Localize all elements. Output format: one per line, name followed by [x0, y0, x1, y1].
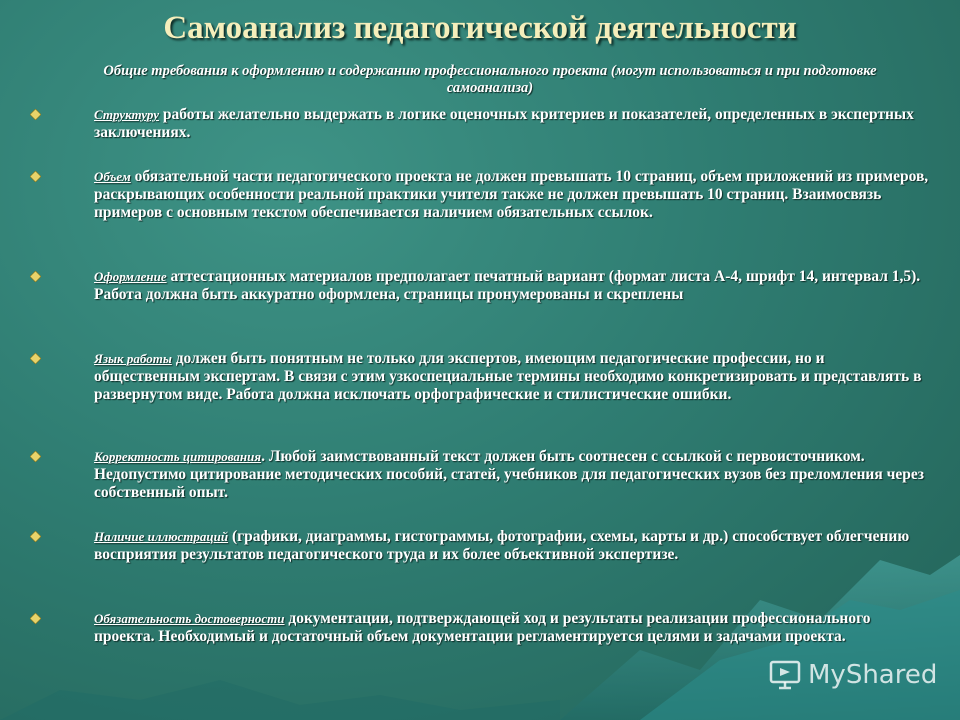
list-item-body: аттестационных материалов предполагает печатный вариант (формат листа А-4, шрифт 14, интервал 1,5). Работа должна быть аккуратно оформлена, страницы пронумерованы и скреплены [94, 268, 921, 303]
list-item-lead: Оформление [94, 269, 167, 284]
diamond-bullet-icon [30, 451, 41, 462]
slide-subtitle: Общие требования к оформлению и содержанию профессионального проекта (могут использоваться и при подготовке самоанализа) [103, 63, 877, 96]
list-item-lead: Язык работы [94, 351, 172, 366]
slide-title: Самоанализ педагогической деятельности [163, 10, 797, 46]
list-item-text [94, 610, 934, 646]
list-item-text [94, 350, 934, 404]
diamond-bullet-icon [30, 613, 41, 624]
list-item-text [94, 106, 934, 142]
list-item-body: работы желательно выдержать в логике оценочных критериев и показателей, определенных в экспертных заключениях. [94, 106, 914, 141]
list-item-lead: Структуру [94, 107, 159, 122]
list-item-body: обязательной части педагогического проекта не должен превышать 10 страниц, объем приложений из примеров, раскрывающих особенности реальной практики учителя также не должен превышать 10 страниц. Взаимосвязь примеров с основным текстом обеспечивается наличием обязательных ссылок. [94, 168, 929, 221]
list-item-body: . Любой заимствованный текст должен быть соотнесен с ссылкой с первоисточником. Недопустимо цитирование методических пособий, статей, учебников для педагогических вузов без преломления через собственный опыт. [94, 448, 924, 501]
diamond-bullet-icon [30, 531, 41, 542]
list-item-text [94, 168, 934, 222]
diamond-bullet-icon [30, 271, 41, 282]
list-item-lead: Корректность цитирования [94, 449, 262, 464]
list-item-text [94, 528, 934, 564]
diamond-bullet-icon [30, 171, 41, 182]
list-item-lead: Объем [94, 169, 131, 184]
list-item-body: документации, подтверждающей ход и результаты реализации профессионального проекта. Необходимый и достаточный объем документации регламентируется целями и задачами проекта. [94, 610, 871, 645]
list-item-lead: Обязательность достоверности [94, 611, 285, 626]
list-item-body: (графики, диаграммы, гистограммы, фотографии, схемы, карты и др.) способствует облегчению восприятия результатов педагогического труда и их более объективной экспертизе. [94, 528, 910, 563]
presentation-screen-icon [768, 658, 802, 692]
watermark-text: MyShared [808, 660, 938, 690]
myshared-watermark [768, 655, 937, 695]
list-item-body: должен быть понятным не только для экспертов, имеющим педагогические профессии, но и общественным экспертам. В связи с этим узкоспециальные термины необходимо конкретизировать и представлять в развернутом виде. Работа должна исключать орфографические и стилистические ошибки. [94, 350, 922, 403]
list-item-lead: Наличие иллюстраций [94, 529, 229, 544]
diamond-bullet-icon [30, 353, 41, 364]
diamond-bullet-icon [30, 109, 41, 120]
list-item-text [94, 448, 934, 502]
list-item-text [94, 268, 934, 304]
